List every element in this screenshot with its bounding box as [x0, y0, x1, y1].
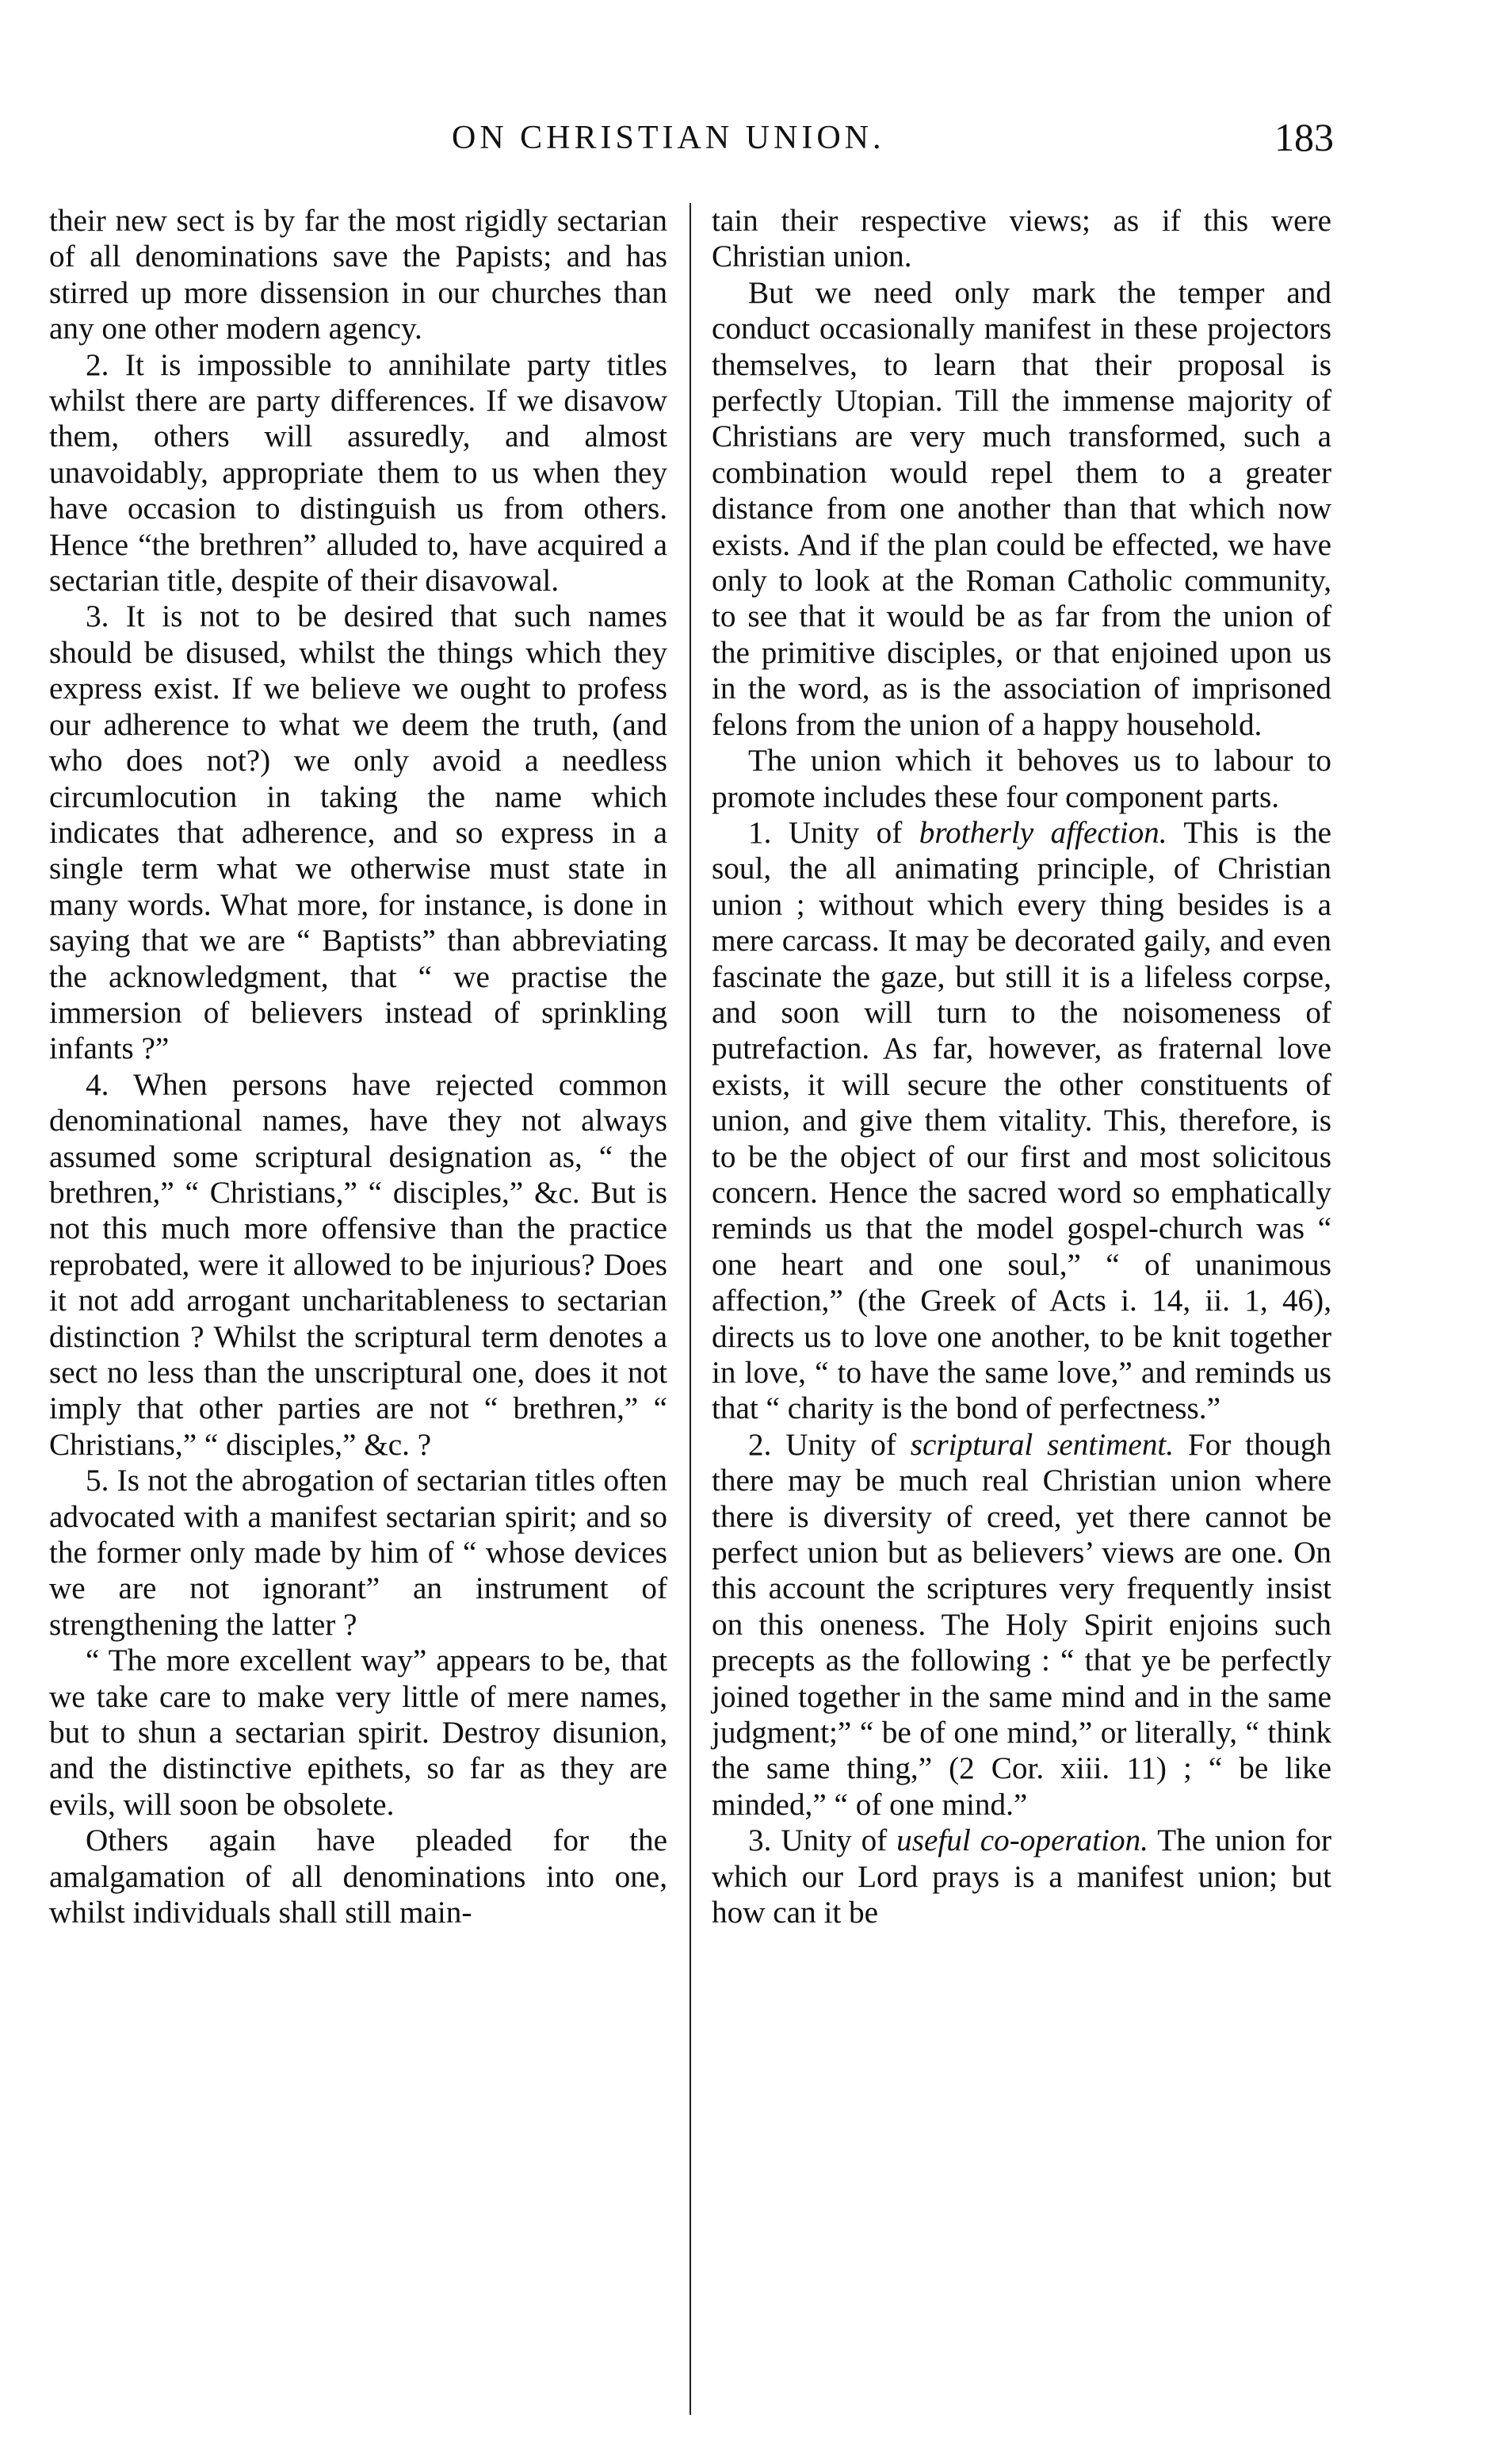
paragraph-heading: scriptural sentiment. [910, 1427, 1175, 1462]
paragraph-body: For though there may be much real Christian union where there is diversity of creed, yet there cannot be perfect union but as believers’ views are one. On this account the scriptures very frequently insist on this oneness. The Holy Spirit enjoins such precepts as the following : “ that ye be perfectly joined together in the same mind and in the same judgment;” “ be of one mind,” or literally, “ think the same thing,” (2 Cor. xiii. 11) ; “ be like minded,” “ of one mind.” [712, 1427, 1332, 1822]
paragraph-heading: useful co-operation. [896, 1823, 1148, 1858]
paragraph-lead: 3. Unity of [748, 1823, 897, 1858]
left-column [49, 203, 667, 1931]
paragraph: Others again have pleaded for the amalgamation of all denominations into one, whilst individuals shall still main- [49, 1823, 667, 1930]
column-divider [690, 203, 691, 2415]
paragraph-body: The union for which our Lord prays is a manifest union; but how can it be [712, 1823, 1332, 1930]
paragraph: 5. Is not the abrogation of sectarian titles often advocated with a manifest sectarian spirit; and so the former only made by him of “ whose devices we are not ignorant” an instrument of strengthening the latter ? [49, 1463, 667, 1642]
paragraph: “ The more excellent way” appears to be, that we take care to make very little of mere names, but to shun a sectarian spirit. Destroy disunion, and the distinctive epithets, so far as they are evils, will soon be obsolete. [49, 1643, 667, 1822]
paragraph-body: This is the soul, the all animating principle, of Christian union ; without which every thing besides is a mere carcass. It may be decorated gaily, and even fascinate the gaze, but still it is a lifeless corpse, and soon will turn to the noisomeness of putrefaction. As far, however, as fraternal love exists, it will secure the other constituents of union, and give them vitality. This, therefore, is to be the object of our first and most solicitous concern. Hence the sacred word so emphatically reminds us that the model gospel-church was “ one heart and one soul,” “ of unanimous affection,” (the Greek of Acts i. 14, ii. 1, 46), directs us to love one another, to be knit together in love, “ to have the same love,” and reminds us that “ charity is the bond of perfectness.” [712, 815, 1331, 1426]
paragraph-lead: 2. Unity of [748, 1427, 911, 1462]
paragraph: 3. It is not to be desired that such names should be disused, whilst the things which they express exist. If we believe we ought to profess our adherence to what we deem the truth, (and who does not?) we only avoid a needless circumlocution in taking the name which indicates that adherence, and so express in a single term what we otherwise must state in many words. What more, for instance, is done in saying that we are “ Baptists” than abbreviating the acknowledgment, that “ we practise the immersion of believers instead of sprinkling infants ?” [49, 599, 667, 1066]
paragraph: their new sect is by far the most rigidly sectarian of all denominations save the Papists; and has stirred up more dissension in our churches than any one other modern agency. [49, 204, 667, 346]
paragraph: 4. When persons have rejected common denominational names, have they not always assumed some scriptural designation as, “ the brethren,” “ Christians,” “ disciples,” &c. But is not this much more offensive than the practice reprobated, were it allowed to be injurious? Does it not add arrogant uncharitableness to sectarian distinction ? Whilst the scriptural term denotes a sect no less than the unscriptural one, does it not imply that other parties are not “ brethren,” “ Christians,” “ disciples,” &c. ? [49, 1067, 667, 1462]
paragraph-heading: brotherly affection. [919, 815, 1167, 850]
paragraph: The union which it behoves us to labour to promote includes these four component parts. [712, 744, 1331, 814]
paragraph: But we need only mark the temper and conduct occasionally manifest in these projectors themselves, to learn that their proposal is perfectly Utopian. Till the immense majority of Christians are very much transformed, such a combination would repel them to a greater distance from one another than that which now exists. And if the plan could be effected, we have only to look at the Roman Catholic community, to see that it would be as far from the union of the primitive disciples, or that enjoined upon us in the word, as is the association of imprisoned felons from the union of a happy household. [712, 275, 1331, 742]
paragraph: tain their respective views; as if this were Christian union. [712, 204, 1331, 274]
paragraph: 2. It is impossible to annihilate party titles whilst there are party differences. If we disavow them, others will assuredly, and almost unavoidably, appropriate them to us when they have occasion to distinguish us from others. Hence “the brethren” alluded to, have acquired a sectarian title, despite of their disavowal. [49, 347, 667, 599]
page-number: 183 [1274, 115, 1334, 159]
page-header [0, 115, 1486, 174]
running-title: ON CHRISTIAN UNION. [452, 120, 885, 156]
paragraph [712, 1823, 1331, 1930]
paragraph [712, 815, 1331, 1427]
right-column [712, 203, 1331, 1931]
paragraph-lead: 1. Unity of [748, 815, 919, 850]
paragraph [712, 1427, 1331, 1823]
